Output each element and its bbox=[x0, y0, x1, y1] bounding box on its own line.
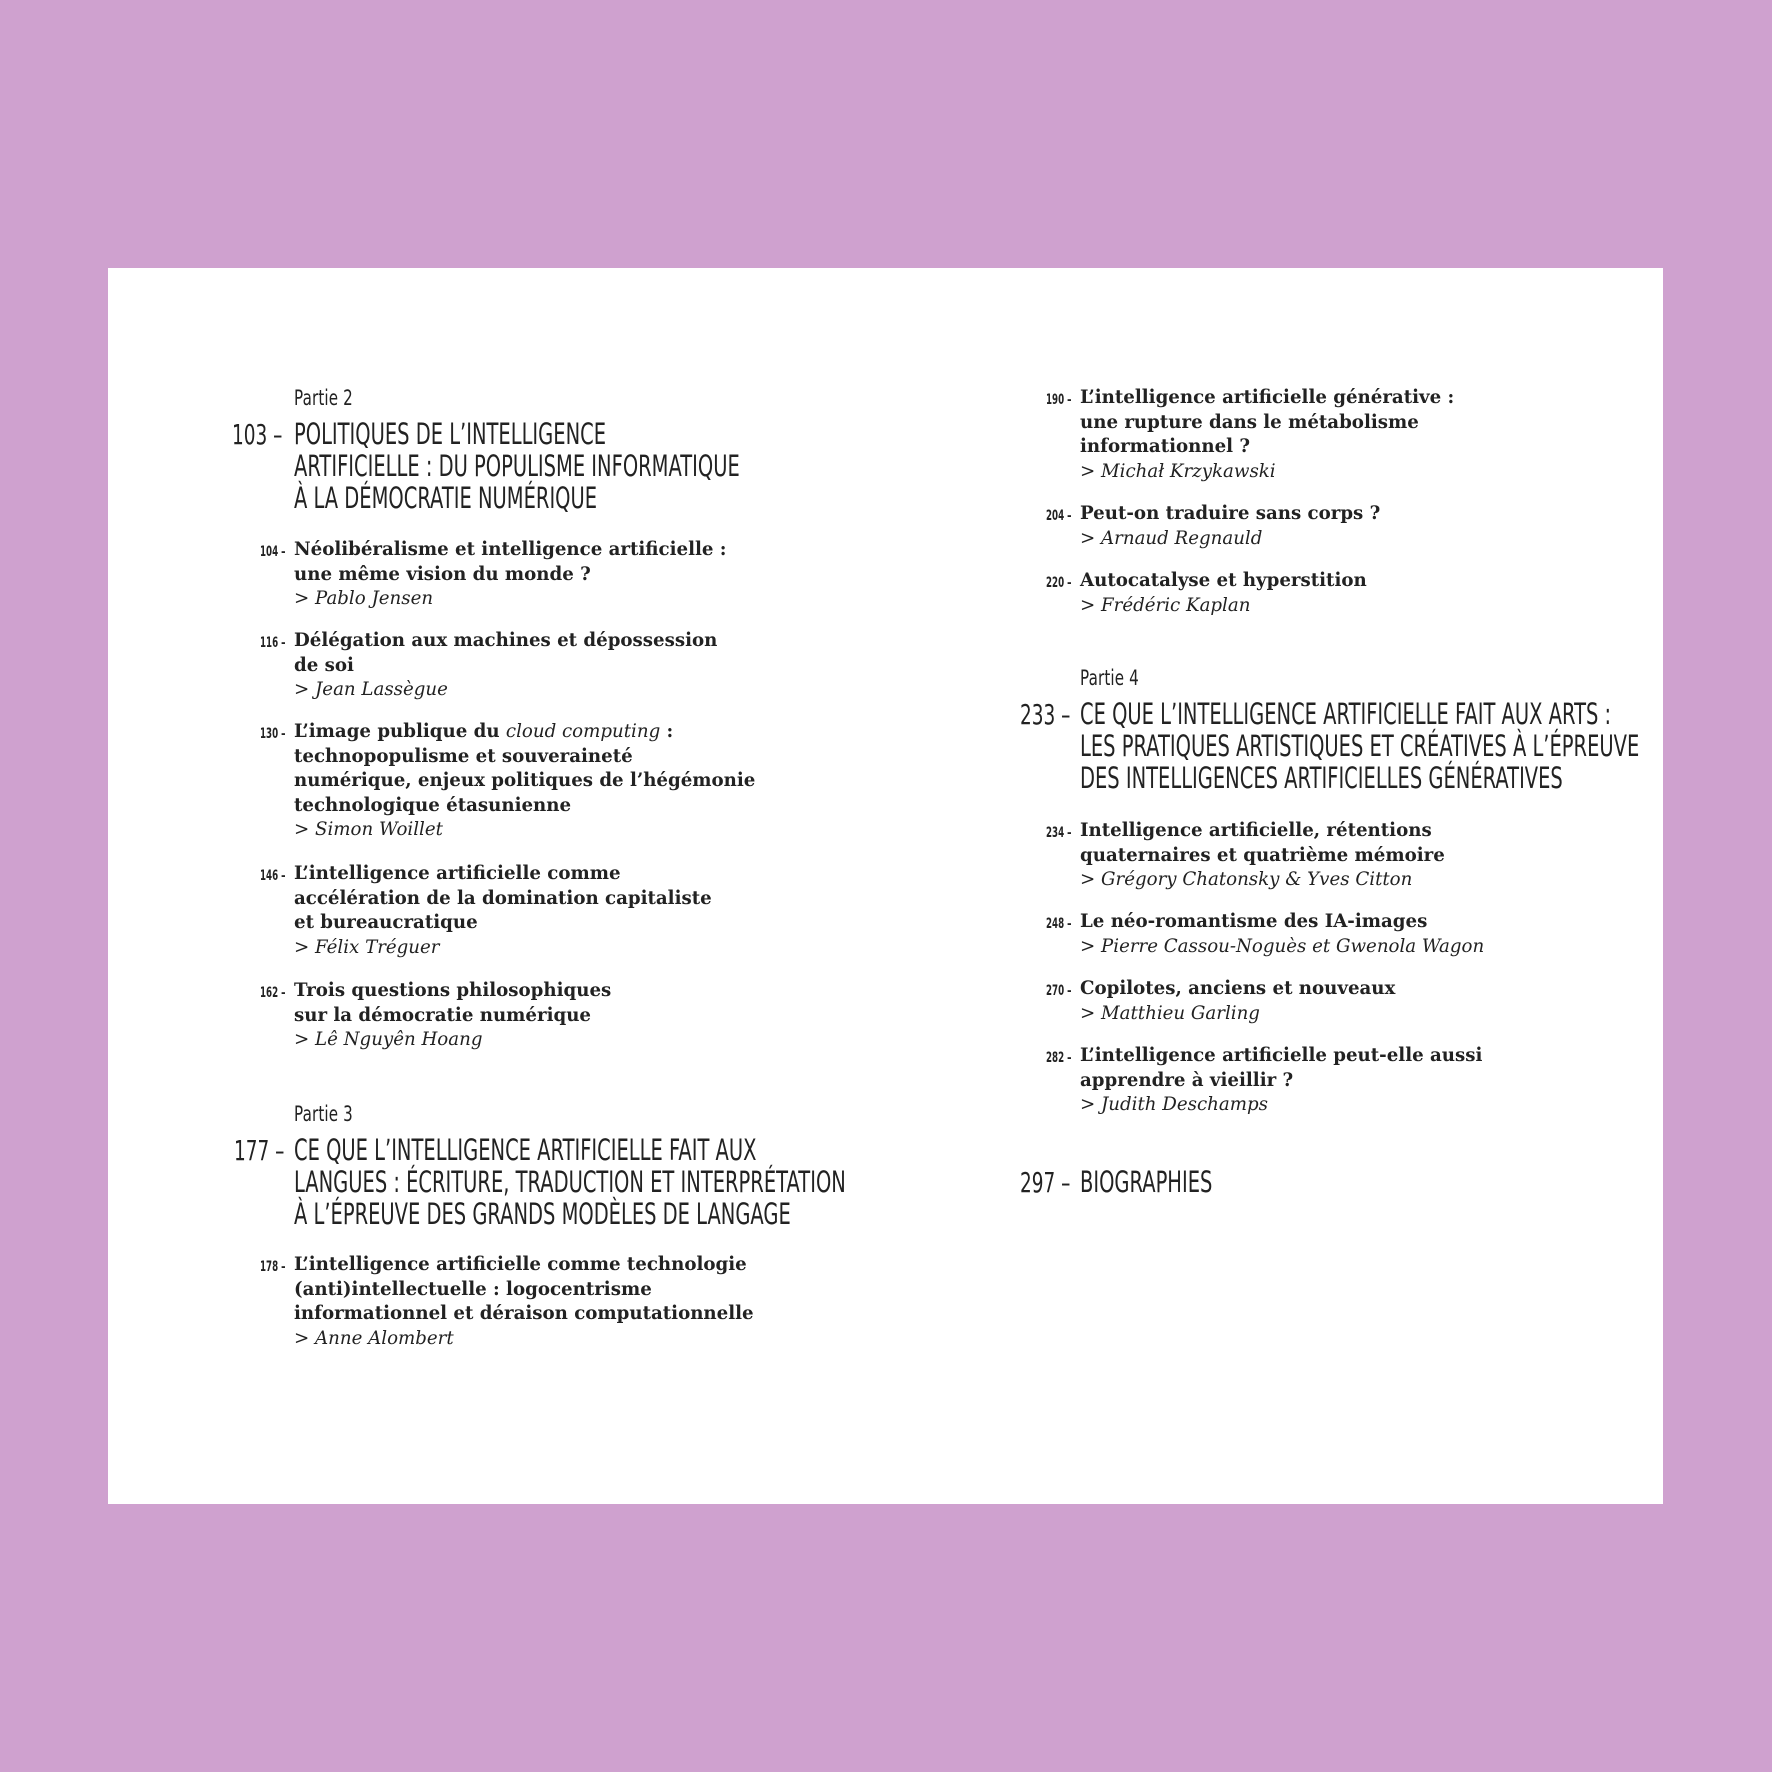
entry-author: > Grégory Chatonsky & Yves Citton bbox=[1080, 869, 1413, 890]
entry-author: > Anne Alombert bbox=[294, 1328, 454, 1349]
entry-page-number: 234 – bbox=[1046, 825, 1072, 841]
entry-page-number: 162 – bbox=[260, 985, 286, 1001]
entry-author: > Lê Nguyên Hoang bbox=[294, 1029, 483, 1050]
partie-2-label: Partie 2 bbox=[294, 386, 353, 410]
partie-4-title: CE QUE L’INTELLIGENCE ARTIFICIELLE FAIT AUX ARTS : LES PRATIQUES ARTISTIQUES ET CRÉATIVES À L’ÉPREUVE DES INTELLIGENCES ARTIFICIELLES GÉNÉRATIVES bbox=[1080, 697, 1640, 795]
entry-title: Délégation aux machines et dépossession de soi bbox=[294, 630, 718, 676]
entry-author: > Pierre Cassou-Noguès et Gwenola Wagon bbox=[1080, 936, 1485, 957]
entry-page-number: 116 – bbox=[260, 635, 286, 651]
entry-title: L’intelligence artificielle comme accélération de la domination capitaliste et bureaucratique bbox=[294, 863, 712, 933]
entry-page-number: 178 – bbox=[260, 1259, 286, 1275]
entry-title: Intelligence artificielle, rétentions quaternaires et quatrième mémoire bbox=[1080, 820, 1445, 866]
partie-2-title: POLITIQUES DE L’INTELLIGENCE ARTIFICIELLE : DU POPULISME INFORMATIQUE À LA DÉMOCRATIE NUMÉRIQUE bbox=[294, 417, 740, 515]
entry-title: L’intelligence artificielle comme technologie (anti)intellectuelle : logocentrisme informationnel et déraison computationnelle bbox=[294, 1254, 754, 1324]
entry-title-part: : technopopulisme et souveraineté numérique, enjeux politiques de l’hégémonie technologique étasunienne bbox=[294, 721, 756, 816]
entry-title: L’intelligence artificielle peut-elle aussi apprendre à vieillir ? bbox=[1080, 1045, 1483, 1091]
entry-page-number: 130 – bbox=[260, 726, 286, 742]
entry-title: L’intelligence artificielle générative : une rupture dans le métabolisme informationnel ? bbox=[1080, 387, 1455, 457]
book-spread-page bbox=[108, 268, 1663, 1504]
entry-author: > Jean Lassègue bbox=[294, 679, 448, 700]
entry-author: > Simon Woillet bbox=[294, 819, 443, 840]
entry-title-italic: cloud computing bbox=[505, 721, 661, 742]
entry-author: > Arnaud Regnauld bbox=[1080, 528, 1263, 549]
entry-page-number: 104 – bbox=[260, 544, 286, 560]
partie-3-title: CE QUE L’INTELLIGENCE ARTIFICIELLE FAIT AUX LANGUES : ÉCRITURE, TRADUCTION ET INTERPRÉTATION À L’ÉPREUVE DES GRANDS MODÈLES DE LANGAGE bbox=[294, 1133, 846, 1231]
entry-title-part: L’image publique du bbox=[294, 721, 506, 742]
partie-4-label: Partie 4 bbox=[1080, 666, 1139, 690]
biographies-page-number: 297 – bbox=[1020, 1166, 1071, 1199]
entry-page-number: 282 – bbox=[1046, 1050, 1072, 1066]
entry-title: Trois questions philosophiques sur la démocratie numérique bbox=[294, 980, 612, 1026]
entry-page-number: 204 – bbox=[1046, 508, 1072, 524]
partie-4-page-number: 233 – bbox=[1020, 698, 1071, 731]
entry-title bbox=[294, 720, 914, 818]
entry-author: > Judith Deschamps bbox=[1080, 1094, 1268, 1115]
partie-3-page-number: 177 – bbox=[234, 1134, 285, 1167]
entry-author: > Frédéric Kaplan bbox=[1080, 595, 1251, 616]
entry-author: > Pablo Jensen bbox=[294, 588, 434, 609]
partie-3-label: Partie 3 bbox=[294, 1102, 353, 1126]
partie-2-page-number: 103 – bbox=[232, 418, 283, 451]
biographies-title: BIOGRAPHIES bbox=[1080, 1165, 1213, 1199]
entry-title: Néolibéralisme et intelligence artificielle : une même vision du monde ? bbox=[294, 539, 727, 585]
entry-page-number: 146 – bbox=[260, 868, 286, 884]
entry-page-number: 248 – bbox=[1046, 916, 1072, 932]
entry-page-number: 190 – bbox=[1046, 392, 1072, 408]
entry-author: > Félix Tréguer bbox=[294, 937, 440, 958]
entry-title: Peut-on traduire sans corps ? bbox=[1080, 503, 1381, 524]
entry-page-number: 220 – bbox=[1046, 575, 1072, 591]
entry-author: > Matthieu Garling bbox=[1080, 1003, 1260, 1024]
entry-author: > Michał Krzykawski bbox=[1080, 461, 1276, 482]
entry-page-number: 270 – bbox=[1046, 983, 1072, 999]
entry-title: Le néo-romantisme des IA-images bbox=[1080, 911, 1428, 932]
entry-title: Copilotes, anciens et nouveaux bbox=[1080, 978, 1396, 999]
entry-title: Autocatalyse et hyperstition bbox=[1080, 570, 1367, 591]
